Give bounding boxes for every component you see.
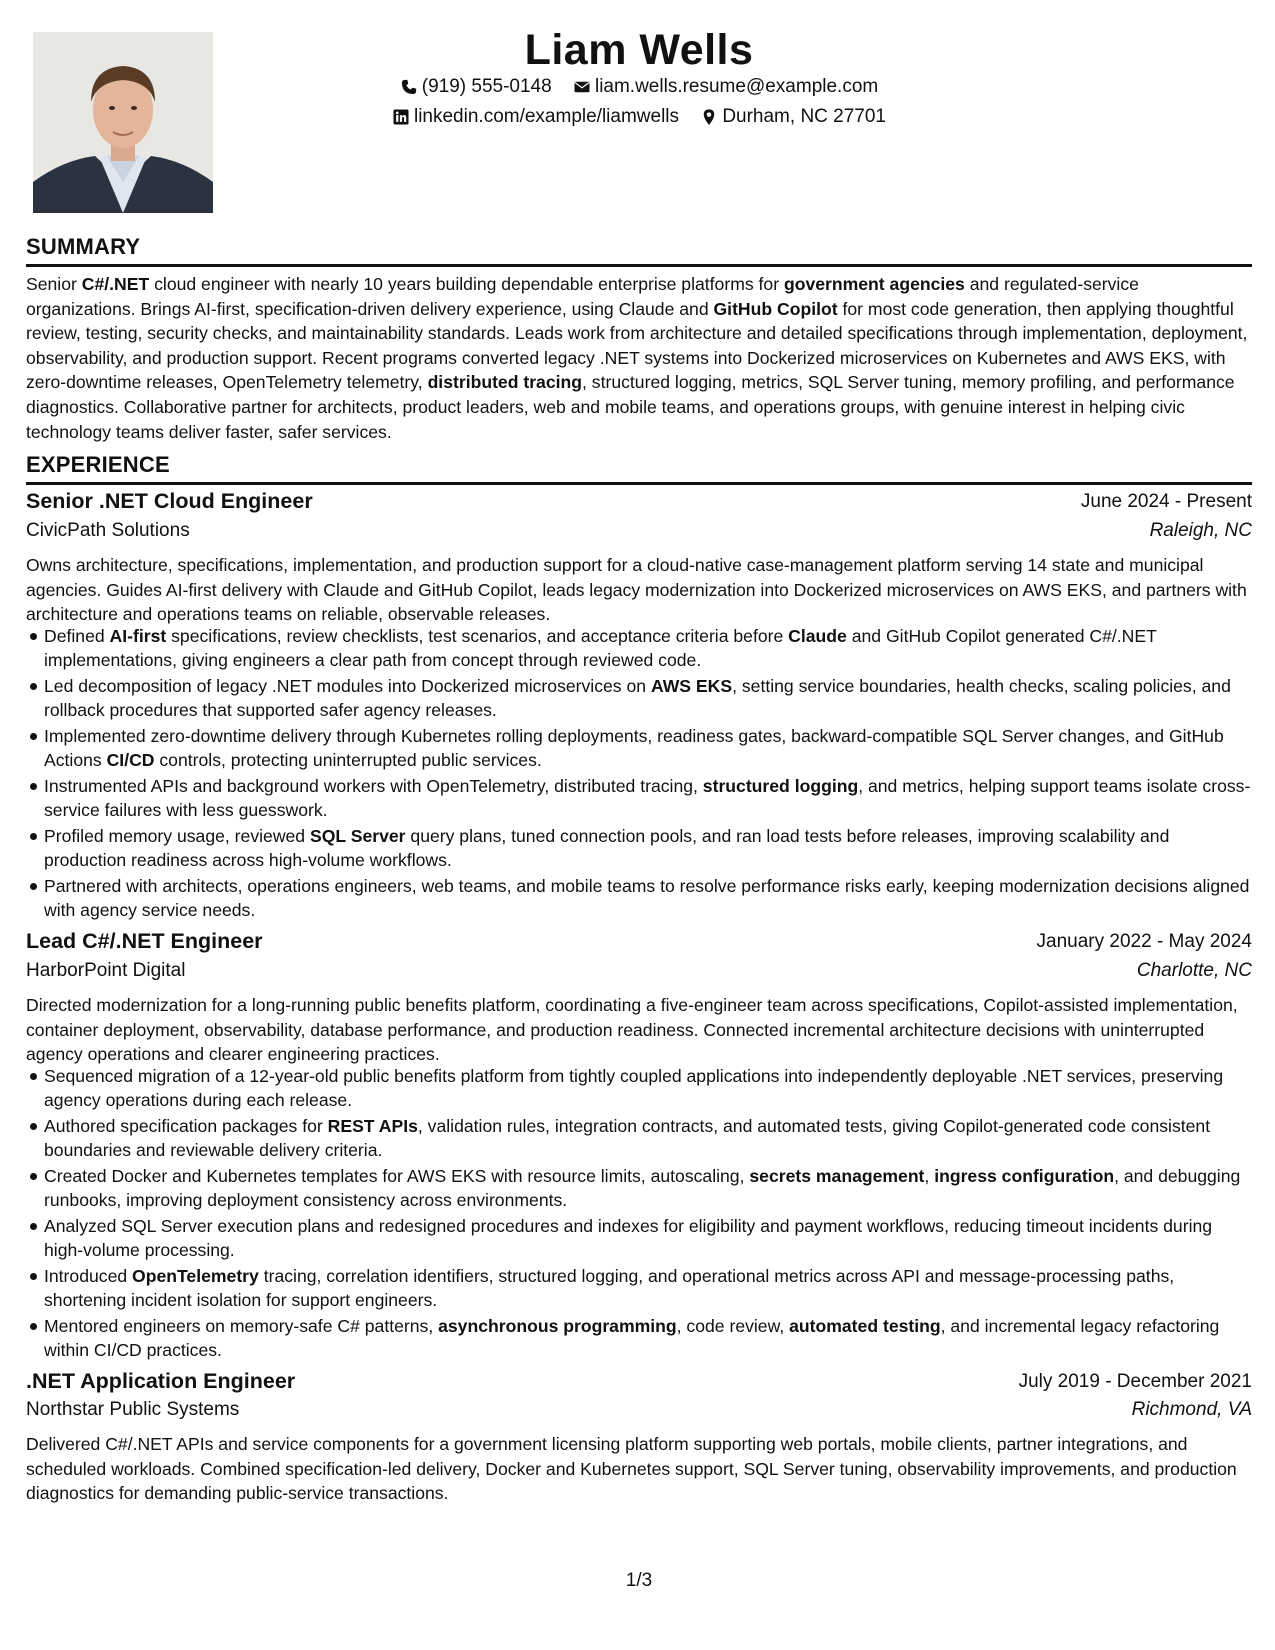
contact-phone[interactable] (400, 74, 552, 100)
text-run: Authored specification packages for (44, 1116, 328, 1136)
contact-location (700, 104, 886, 130)
emphasized-text: automated testing (789, 1316, 941, 1336)
job-dates: January 2022 - May 2024 (1036, 931, 1252, 952)
emphasized-text: C#/.NET (81, 274, 150, 294)
text-run: Created Docker and Kubernetes templates for AWS EKS with resource limits, autoscaling, (44, 1166, 750, 1186)
text-run: Senior (26, 274, 82, 294)
emphasized-text: OpenTelemetry (132, 1266, 259, 1286)
page-number: 1/3 (625, 1570, 653, 1591)
text-run: and regulated-service organizations. Brings AI-first, specification-driven delivery experience, using Claude and (26, 274, 1139, 319)
contact-email[interactable] (573, 74, 878, 100)
emphasized-text: AI-first (109, 626, 167, 646)
emphasized-text: distributed tracing (427, 372, 583, 393)
experience-heading: EXPERIENCE (26, 452, 170, 477)
text-run: cloud engineer with nearly 10 years building dependable enterprise platforms for (149, 274, 784, 294)
summary-text (26, 272, 1252, 444)
emphasized-text: government agencies (783, 274, 965, 294)
text-run: Sequenced migration of a 12-year-old public benefits platform from tightly coupled applications into independently deployable .NET services, preserving agency operations during each release. (44, 1066, 1224, 1111)
text-run: , and incremental legacy refactoring within CI/CD practices. (44, 1316, 1220, 1361)
job-bullets (26, 624, 1252, 924)
company-name: Northstar Public Systems (26, 1399, 240, 1420)
emphasized-text: secrets management (749, 1166, 925, 1186)
bullet-item (26, 1264, 1252, 1312)
bullet-item (26, 624, 1252, 672)
contact-row-2 (26, 104, 1252, 134)
emphasized-text: SQL Server (309, 826, 406, 846)
job-location: Raleigh, NC (1149, 520, 1252, 541)
text-run: controls, protecting uninterrupted public services. (154, 750, 542, 771)
text-run: Analyzed SQL Server execution plans and redesigned procedures and indexes for eligibility and payment workflows, reducing timeout incidents during high-volume processing. (44, 1216, 1213, 1261)
text-run: tracing, correlation identifiers, structured logging, and operational metrics across API and message-processing paths, shortening incident isolation for support engineers. (44, 1266, 1175, 1311)
job-dates: June 2024 - Present (1080, 491, 1252, 512)
text-run: , structured logging, metrics, SQL Server tuning, memory profiling, and performance diagnostics. Collaborative partner for architects, product leaders, web and mobile teams, and operations groups, with genuine interest in helping civic technology teams deliver faster, safer services. (26, 372, 1235, 442)
text-run: , setting service boundaries, health checks, scaling policies, and rollback procedures that supported safer agency releases. (44, 676, 1231, 721)
location-text: Durham, NC 27701 (722, 106, 887, 127)
text-run: Implemented zero-downtime delivery through Kubernetes rolling deployments, readiness gates, backward-compatible SQL Server changes, and GitHub Actions (44, 726, 1224, 771)
job-title: Lead C#/.NET Engineer (26, 929, 263, 953)
text-run: for most code generation, then applying thoughtful review, testing, security checks, and maintainability standards. Leads work from architecture and detailed specifications through implementation, deployment, observability, and production support. Recent programs converted legacy .NET systems into Dockerized microservices on Kubernetes and AWS EKS, with zero-downtime releases, OpenTelemetry telemetry, (26, 298, 1248, 393)
linkedin-icon (392, 108, 410, 126)
bullet-item (26, 1114, 1252, 1162)
text-run: Led decomposition of legacy .NET modules into Dockerized microservices on (44, 676, 651, 696)
emphasized-text: GitHub Copilot (713, 298, 838, 319)
job-description: Delivered C#/.NET APIs and service components for a government licensing platform supporting web portals, mobile clients, partner integrations, and scheduled workloads. Combined specification-led delivery, Docker and Kubernetes support, SQL Server tuning, observability improvements, and production diagnostics for demanding public-service transactions. (26, 1434, 1237, 1504)
text-run: , and debugging runbooks, improving deployment consistency across environments. (44, 1166, 1241, 1211)
email-text: liam.wells.resume@example.com (594, 76, 879, 97)
emphasized-text: structured logging (702, 776, 859, 796)
text-run: Introduced (44, 1266, 133, 1286)
resume-page (26, 0, 1252, 1650)
job-dates: July 2019 - December 2021 (1018, 1371, 1252, 1392)
candidate-name: Liam Wells (524, 26, 754, 74)
map-pin-icon (700, 108, 718, 126)
job-bullets (26, 1064, 1252, 1364)
text-run: query plans, tuned connection pools, and ran load tests before releases, improving scalability and production readiness across high-volume workflows. (44, 826, 1170, 871)
job-title: Senior .NET Cloud Engineer (26, 489, 313, 513)
summary-divider (26, 264, 1252, 267)
emphasized-text: CI/CD (106, 750, 155, 771)
text-run: specifications, review checklists, test scenarios, and acceptance criteria before (166, 626, 789, 646)
bullet-item (26, 724, 1252, 772)
text-run: Profiled memory usage, reviewed (44, 826, 310, 846)
bullet-item (26, 1064, 1252, 1112)
text-run: and GitHub Copilot generated C#/.NET implementations, giving engineers a clear path from concept through reviewed code. (44, 626, 1157, 671)
job-location: Charlotte, NC (1136, 960, 1252, 981)
summary-heading: SUMMARY (26, 234, 141, 259)
text-run: Instrumented APIs and background workers with OpenTelemetry, distributed tracing, (44, 776, 703, 796)
contact-linkedin[interactable] (392, 104, 679, 130)
emphasized-text: asynchronous programming (438, 1316, 677, 1336)
bullet-item (26, 874, 1252, 922)
emphasized-text: Claude (788, 626, 847, 646)
job-description: Directed modernization for a long-running public benefits platform, coordinating a five-engineer team across specifications, Copilot-assisted implementation, container deployment, observability, database performance, and production readiness. Connected incremental architecture decisions with uninterrupted agency operations and clearer engineering practices. (26, 995, 1238, 1065)
envelope-icon (573, 78, 591, 96)
bullet-item (26, 1164, 1252, 1212)
text-run: , validation rules, integration contracts, and automated tests, giving Copilot-generated code consistent boundaries and reviewable delivery criteria. (44, 1116, 1211, 1161)
bullet-item (26, 674, 1252, 722)
linkedin-text: linkedin.com/example/liamwells (413, 106, 680, 127)
text-run: Mentored engineers on memory-safe C# patterns, (44, 1316, 439, 1336)
job-title: .NET Application Engineer (26, 1369, 296, 1393)
phone-icon (400, 78, 418, 96)
phone-text: (919) 555-0148 (421, 76, 552, 97)
bullet-item (26, 824, 1252, 872)
text-run: Defined (44, 626, 110, 646)
emphasized-text: ingress configuration (934, 1166, 1115, 1186)
bullet-item (26, 1314, 1252, 1362)
text-run: , (924, 1166, 935, 1186)
company-name: HarborPoint Digital (26, 960, 186, 981)
contact-row-1 (26, 74, 1252, 104)
job-description: Owns architecture, specifications, implementation, and production support for a cloud-native case-management platform serving 14 state and municipal agencies. Guides AI-first delivery with Claude and GitHub Copilot, leads legacy modernization into Dockerized microservices on AWS EKS, and partners with architecture and operations teams on reliable, observable releases. (26, 555, 1247, 625)
emphasized-text: REST APIs (327, 1116, 418, 1136)
emphasized-text: AWS EKS (650, 676, 733, 696)
text-run: , code review, (676, 1316, 790, 1336)
text-run: , and metrics, helping support teams isolate cross-service failures with less guesswork. (44, 776, 1251, 821)
company-name: CivicPath Solutions (26, 520, 190, 541)
bullet-item (26, 1214, 1252, 1262)
text-run: Partnered with architects, operations engineers, web teams, and mobile teams to resolve performance risks early, keeping modernization decisions aligned with agency service needs. (44, 876, 1250, 921)
job-location: Richmond, VA (1131, 1399, 1252, 1420)
experience-divider (26, 482, 1252, 485)
bullet-item (26, 774, 1252, 822)
